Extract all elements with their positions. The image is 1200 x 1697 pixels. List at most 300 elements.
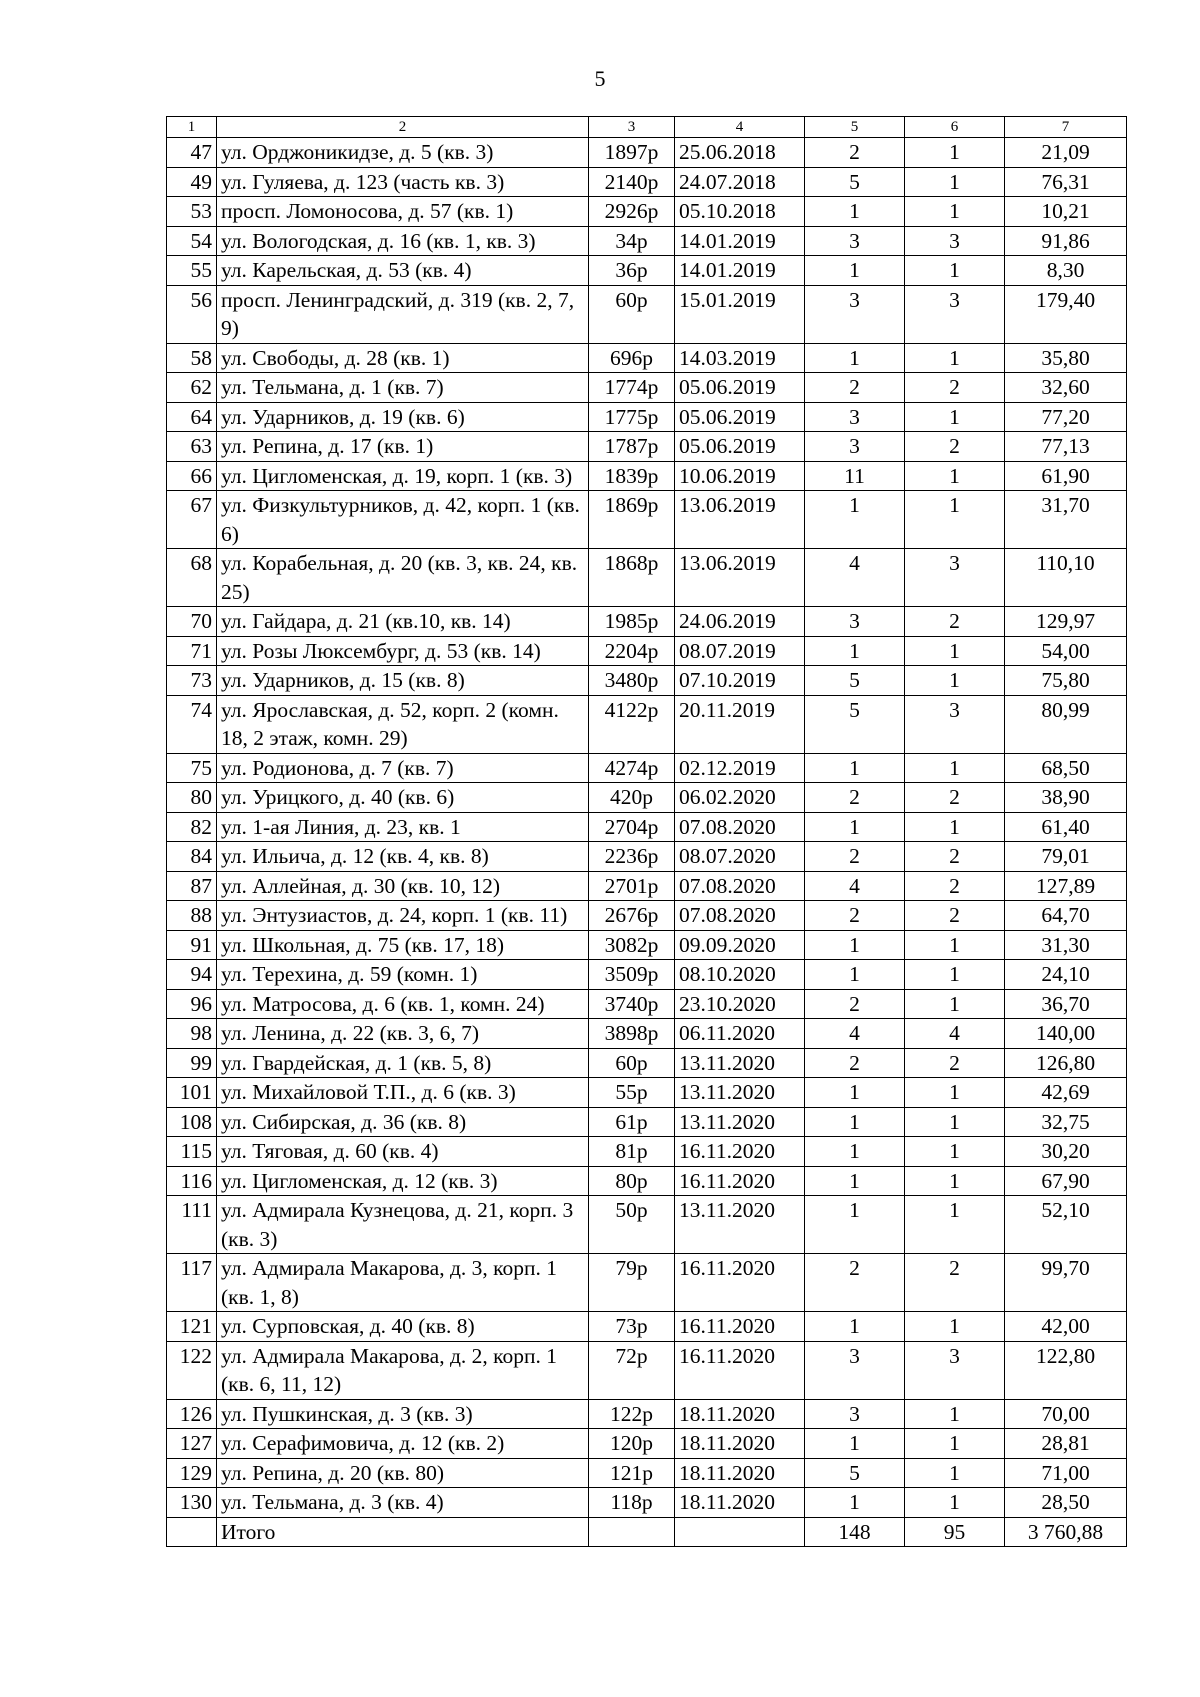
area-cell: 122,80 [1005,1341,1127,1399]
address-cell: ул. Урицкого, д. 40 (кв. 6) [217,783,589,813]
col5-cell: 3 [805,432,905,462]
date-cell: 08.07.2019 [675,636,805,666]
area-cell: 61,40 [1005,812,1127,842]
area-cell: 67,90 [1005,1166,1127,1196]
col5-cell: 1 [805,256,905,286]
area-cell: 24,10 [1005,960,1127,990]
order-number-cell: 1775р [589,402,675,432]
order-number-cell: 122р [589,1399,675,1429]
order-number-cell: 60р [589,1048,675,1078]
col6-cell: 1 [905,636,1005,666]
row-number-cell: 117 [167,1254,217,1312]
row-number-cell: 91 [167,930,217,960]
col6-cell: 1 [905,491,1005,549]
col6-cell: 1 [905,1488,1005,1518]
row-number-cell: 127 [167,1429,217,1459]
table-header [167,117,1127,138]
order-number-cell: 34р [589,226,675,256]
date-cell: 07.08.2020 [675,812,805,842]
order-number-cell: 2236р [589,842,675,872]
col5-cell: 1 [805,1196,905,1254]
address-cell: ул. Энтузиастов, д. 24, корп. 1 (кв. 11) [217,901,589,931]
area-cell: 77,13 [1005,432,1127,462]
col6-cell: 1 [905,1399,1005,1429]
address-cell: ул. Гайдара, д. 21 (кв.10, кв. 14) [217,607,589,637]
address-cell: ул. Гвардейская, д. 1 (кв. 5, 8) [217,1048,589,1078]
order-number-cell: 2140р [589,167,675,197]
col5-cell: 1 [805,343,905,373]
area-cell: 38,90 [1005,783,1127,813]
col6-cell: 2 [905,432,1005,462]
col6-cell: 1 [905,930,1005,960]
table-row [167,960,1127,990]
col5-cell: 4 [805,549,905,607]
order-number-cell: 3082р [589,930,675,960]
address-cell: ул. Физкультурников, д. 42, корп. 1 (кв. 6) [217,491,589,549]
table-row [167,695,1127,753]
address-cell: ул. Сибирская, д. 36 (кв. 8) [217,1107,589,1137]
col5-cell: 11 [805,461,905,491]
address-cell: ул. Аллейная, д. 30 (кв. 10, 12) [217,871,589,901]
col6-cell: 2 [905,871,1005,901]
col5-cell: 1 [805,1429,905,1459]
row-number-cell: 116 [167,1166,217,1196]
area-cell: 42,69 [1005,1078,1127,1108]
col5-cell: 1 [805,930,905,960]
order-number-cell: 55р [589,1078,675,1108]
table-row [167,461,1127,491]
col5-cell: 2 [805,989,905,1019]
order-number-cell: 2676р [589,901,675,931]
table-row [167,549,1127,607]
area-cell: 42,00 [1005,1312,1127,1342]
col6-cell: 1 [905,343,1005,373]
table-row [167,1166,1127,1196]
col5-cell: 3 [805,1341,905,1399]
row-number-cell: 129 [167,1458,217,1488]
col5-cell: 1 [805,1312,905,1342]
address-cell: ул. Цигломенская, д. 12 (кв. 3) [217,1166,589,1196]
col5-cell: 4 [805,871,905,901]
date-cell: 14.01.2019 [675,256,805,286]
row-number-cell: 88 [167,901,217,931]
area-cell: 64,70 [1005,901,1127,931]
order-number-cell: 420р [589,783,675,813]
date-cell: 14.01.2019 [675,226,805,256]
row-number-cell: 58 [167,343,217,373]
col6-cell: 1 [905,812,1005,842]
area-cell: 179,40 [1005,285,1127,343]
row-number-cell: 54 [167,226,217,256]
col5-cell: 5 [805,167,905,197]
col6-cell: 2 [905,783,1005,813]
date-cell: 16.11.2020 [675,1166,805,1196]
address-cell: ул. Репина, д. 17 (кв. 1) [217,432,589,462]
table-row [167,1312,1127,1342]
area-cell: 52,10 [1005,1196,1127,1254]
table-footer [167,1517,1127,1547]
col6-cell: 1 [905,1137,1005,1167]
table-row [167,1429,1127,1459]
order-number-cell: 80р [589,1166,675,1196]
area-cell: 28,50 [1005,1488,1127,1518]
date-cell: 23.10.2020 [675,989,805,1019]
table-row [167,1137,1127,1167]
table-row [167,343,1127,373]
table-row [167,1019,1127,1049]
order-number-cell: 73р [589,1312,675,1342]
col5-cell: 2 [805,842,905,872]
table-row [167,1048,1127,1078]
order-number-cell: 36р [589,256,675,286]
table-row [167,1399,1127,1429]
col5-cell: 1 [805,753,905,783]
table-row [167,1488,1127,1518]
row-number-cell: 47 [167,138,217,168]
row-number-cell: 71 [167,636,217,666]
row-number-cell: 70 [167,607,217,637]
col6-cell: 1 [905,256,1005,286]
table-row [167,1078,1127,1108]
address-cell: ул. Матросова, д. 6 (кв. 1, комн. 24) [217,989,589,1019]
row-number-cell: 82 [167,812,217,842]
total-date-cell [675,1517,805,1547]
date-cell: 06.02.2020 [675,783,805,813]
address-cell: ул. Родионова, д. 7 (кв. 7) [217,753,589,783]
col6-cell: 1 [905,1196,1005,1254]
col6-cell: 2 [905,842,1005,872]
table-row [167,432,1127,462]
area-cell: 127,89 [1005,871,1127,901]
area-cell: 126,80 [1005,1048,1127,1078]
col6-cell: 1 [905,666,1005,696]
col6-cell: 1 [905,138,1005,168]
date-cell: 18.11.2020 [675,1399,805,1429]
area-cell: 68,50 [1005,753,1127,783]
address-cell: ул. Школьная, д. 75 (кв. 17, 18) [217,930,589,960]
date-cell: 05.10.2018 [675,197,805,227]
table-row [167,491,1127,549]
col6-cell: 2 [905,607,1005,637]
area-cell: 75,80 [1005,666,1127,696]
table-row [167,1107,1127,1137]
address-cell: ул. Тельмана, д. 3 (кв. 4) [217,1488,589,1518]
col6-cell: 3 [905,549,1005,607]
column-header-5: 5 [805,117,905,138]
area-cell: 32,75 [1005,1107,1127,1137]
order-number-cell: 1985р [589,607,675,637]
col5-cell: 1 [805,1078,905,1108]
col6-cell: 1 [905,1078,1005,1108]
row-number-cell: 55 [167,256,217,286]
row-number-cell: 108 [167,1107,217,1137]
row-number-cell: 98 [167,1019,217,1049]
area-cell: 110,10 [1005,549,1127,607]
total-order-cell [589,1517,675,1547]
order-number-cell: 3898р [589,1019,675,1049]
col6-cell: 1 [905,1458,1005,1488]
row-number-cell: 87 [167,871,217,901]
address-cell: ул. Михайловой Т.П., д. 6 (кв. 3) [217,1078,589,1108]
col6-cell: 1 [905,989,1005,1019]
area-cell: 129,97 [1005,607,1127,637]
address-cell: ул. Пушкинская, д. 3 (кв. 3) [217,1399,589,1429]
address-cell: ул. Сурповская, д. 40 (кв. 8) [217,1312,589,1342]
housing-register-table [166,116,1127,1547]
area-cell: 76,31 [1005,167,1127,197]
address-cell: ул. Ударников, д. 15 (кв. 8) [217,666,589,696]
date-cell: 13.11.2020 [675,1048,805,1078]
area-cell: 91,86 [1005,226,1127,256]
table-row [167,256,1127,286]
col5-cell: 2 [805,901,905,931]
row-number-cell: 121 [167,1312,217,1342]
date-cell: 18.11.2020 [675,1458,805,1488]
table-row [167,1341,1127,1399]
col6-cell: 1 [905,461,1005,491]
address-cell: ул. Адмирала Кузнецова, д. 21, корп. 3 (кв. 3) [217,1196,589,1254]
date-cell: 16.11.2020 [675,1312,805,1342]
table-row [167,930,1127,960]
column-header-7: 7 [1005,117,1127,138]
date-cell: 16.11.2020 [675,1254,805,1312]
area-cell: 70,00 [1005,1399,1127,1429]
area-cell: 77,20 [1005,402,1127,432]
col6-cell: 2 [905,373,1005,403]
order-number-cell: 118р [589,1488,675,1518]
col5-cell: 5 [805,1458,905,1488]
date-cell: 16.11.2020 [675,1341,805,1399]
col5-cell: 3 [805,402,905,432]
date-cell: 13.06.2019 [675,549,805,607]
table-row [167,1196,1127,1254]
column-number-row [167,117,1127,138]
col6-cell: 1 [905,402,1005,432]
table-row [167,373,1127,403]
date-cell: 06.11.2020 [675,1019,805,1049]
date-cell: 20.11.2019 [675,695,805,753]
order-number-cell: 696р [589,343,675,373]
col6-cell: 1 [905,167,1005,197]
table-row [167,753,1127,783]
table-row [167,402,1127,432]
col5-cell: 3 [805,1399,905,1429]
area-cell: 10,21 [1005,197,1127,227]
col5-cell: 5 [805,695,905,753]
table-row [167,901,1127,931]
row-number-cell: 130 [167,1488,217,1518]
area-cell: 80,99 [1005,695,1127,753]
col6-cell: 1 [905,753,1005,783]
row-number-cell: 101 [167,1078,217,1108]
address-cell: ул. Ударников, д. 19 (кв. 6) [217,402,589,432]
row-number-cell: 66 [167,461,217,491]
col6-cell: 2 [905,1048,1005,1078]
area-cell: 140,00 [1005,1019,1127,1049]
table-row [167,842,1127,872]
date-cell: 16.11.2020 [675,1137,805,1167]
table-row [167,871,1127,901]
address-cell: ул. Ярославская, д. 52, корп. 2 (комн. 18, 2 этаж, комн. 29) [217,695,589,753]
total-col5: 148 [805,1517,905,1547]
date-cell: 08.10.2020 [675,960,805,990]
total-label: Итого [217,1517,589,1547]
area-cell: 79,01 [1005,842,1127,872]
date-cell: 05.06.2019 [675,373,805,403]
table-row [167,138,1127,168]
row-number-cell: 111 [167,1196,217,1254]
order-number-cell: 4274р [589,753,675,783]
order-number-cell: 1787р [589,432,675,462]
col5-cell: 1 [805,1107,905,1137]
column-header-6: 6 [905,117,1005,138]
date-cell: 13.11.2020 [675,1107,805,1137]
address-cell: ул. Розы Люксембург, д. 53 (кв. 14) [217,636,589,666]
row-number-cell: 80 [167,783,217,813]
col6-cell: 2 [905,1254,1005,1312]
order-number-cell: 50р [589,1196,675,1254]
address-cell: ул. Карельская, д. 53 (кв. 4) [217,256,589,286]
date-cell: 14.03.2019 [675,343,805,373]
date-cell: 07.08.2020 [675,871,805,901]
row-number-cell: 94 [167,960,217,990]
area-cell: 71,00 [1005,1458,1127,1488]
area-cell: 21,09 [1005,138,1127,168]
address-cell: ул. Вологодская, д. 16 (кв. 1, кв. 3) [217,226,589,256]
area-cell: 32,60 [1005,373,1127,403]
col5-cell: 2 [805,138,905,168]
order-number-cell: 79р [589,1254,675,1312]
total-row [167,1517,1127,1547]
row-number-cell: 49 [167,167,217,197]
col5-cell: 2 [805,373,905,403]
order-number-cell: 1869р [589,491,675,549]
col5-cell: 2 [805,1048,905,1078]
address-cell: ул. Репина, д. 20 (кв. 80) [217,1458,589,1488]
date-cell: 07.10.2019 [675,666,805,696]
table-row [167,285,1127,343]
area-cell: 99,70 [1005,1254,1127,1312]
date-cell: 07.08.2020 [675,901,805,931]
column-header-4: 4 [675,117,805,138]
address-cell: ул. Ленина, д. 22 (кв. 3, 6, 7) [217,1019,589,1049]
address-cell: ул. Тельмана, д. 1 (кв. 7) [217,373,589,403]
row-number-cell: 115 [167,1137,217,1167]
total-area: 3 760,88 [1005,1517,1127,1547]
table-row [167,1458,1127,1488]
order-number-cell: 60р [589,285,675,343]
table-row [167,989,1127,1019]
col6-cell: 3 [905,226,1005,256]
date-cell: 15.01.2019 [675,285,805,343]
area-cell: 31,70 [1005,491,1127,549]
col5-cell: 1 [805,1488,905,1518]
area-cell: 8,30 [1005,256,1127,286]
address-cell: ул. Корабельная, д. 20 (кв. 3, кв. 24, кв. 25) [217,549,589,607]
address-cell: ул. Орджоникидзе, д. 5 (кв. 3) [217,138,589,168]
order-number-cell: 61р [589,1107,675,1137]
date-cell: 09.09.2020 [675,930,805,960]
col6-cell: 3 [905,695,1005,753]
order-number-cell: 3480р [589,666,675,696]
address-cell: ул. 1-ая Линия, д. 23, кв. 1 [217,812,589,842]
col6-cell: 1 [905,1166,1005,1196]
table-row [167,167,1127,197]
address-cell: ул. Адмирала Макарова, д. 3, корп. 1 (кв. 1, 8) [217,1254,589,1312]
table-row [167,1254,1127,1312]
col5-cell: 3 [805,607,905,637]
col5-cell: 2 [805,783,905,813]
area-cell: 54,00 [1005,636,1127,666]
col6-cell: 1 [905,1429,1005,1459]
order-number-cell: 2704р [589,812,675,842]
row-number-cell: 63 [167,432,217,462]
address-cell: ул. Цигломенская, д. 19, корп. 1 (кв. 3) [217,461,589,491]
date-cell: 18.11.2020 [675,1488,805,1518]
page-number: 5 [594,66,606,91]
col5-cell: 3 [805,285,905,343]
address-cell: ул. Свободы, д. 28 (кв. 1) [217,343,589,373]
table-row [167,812,1127,842]
area-cell: 35,80 [1005,343,1127,373]
column-header-3: 3 [589,117,675,138]
col5-cell: 1 [805,636,905,666]
date-cell: 05.06.2019 [675,402,805,432]
address-cell: просп. Ломоносова, д. 57 (кв. 1) [217,197,589,227]
order-number-cell: 3740р [589,989,675,1019]
row-number-cell: 122 [167,1341,217,1399]
area-cell: 31,30 [1005,930,1127,960]
date-cell: 25.06.2018 [675,138,805,168]
col6-cell: 1 [905,1107,1005,1137]
order-number-cell: 1774р [589,373,675,403]
col6-cell: 4 [905,1019,1005,1049]
address-cell: ул. Гуляева, д. 123 (часть кв. 3) [217,167,589,197]
order-number-cell: 2926р [589,197,675,227]
col6-cell: 3 [905,285,1005,343]
row-number-cell: 68 [167,549,217,607]
col5-cell: 5 [805,666,905,696]
col6-cell: 1 [905,1312,1005,1342]
row-number-cell: 53 [167,197,217,227]
order-number-cell: 1868р [589,549,675,607]
row-number-cell: 96 [167,989,217,1019]
date-cell: 02.12.2019 [675,753,805,783]
col6-cell: 1 [905,197,1005,227]
order-number-cell: 1839р [589,461,675,491]
col6-cell: 2 [905,901,1005,931]
table-body [167,138,1127,1518]
col5-cell: 3 [805,226,905,256]
col5-cell: 1 [805,812,905,842]
address-cell: ул. Ильича, д. 12 (кв. 4, кв. 8) [217,842,589,872]
order-number-cell: 72р [589,1341,675,1399]
area-cell: 36,70 [1005,989,1127,1019]
address-cell: ул. Серафимовича, д. 12 (кв. 2) [217,1429,589,1459]
order-number-cell: 81р [589,1137,675,1167]
area-cell: 30,20 [1005,1137,1127,1167]
col5-cell: 1 [805,1137,905,1167]
date-cell: 13.11.2020 [675,1196,805,1254]
order-number-cell: 2701р [589,871,675,901]
date-cell: 05.06.2019 [675,432,805,462]
table-row [167,783,1127,813]
row-number-cell: 56 [167,285,217,343]
date-cell: 18.11.2020 [675,1429,805,1459]
row-number-cell: 73 [167,666,217,696]
date-cell: 24.06.2019 [675,607,805,637]
table-row [167,666,1127,696]
